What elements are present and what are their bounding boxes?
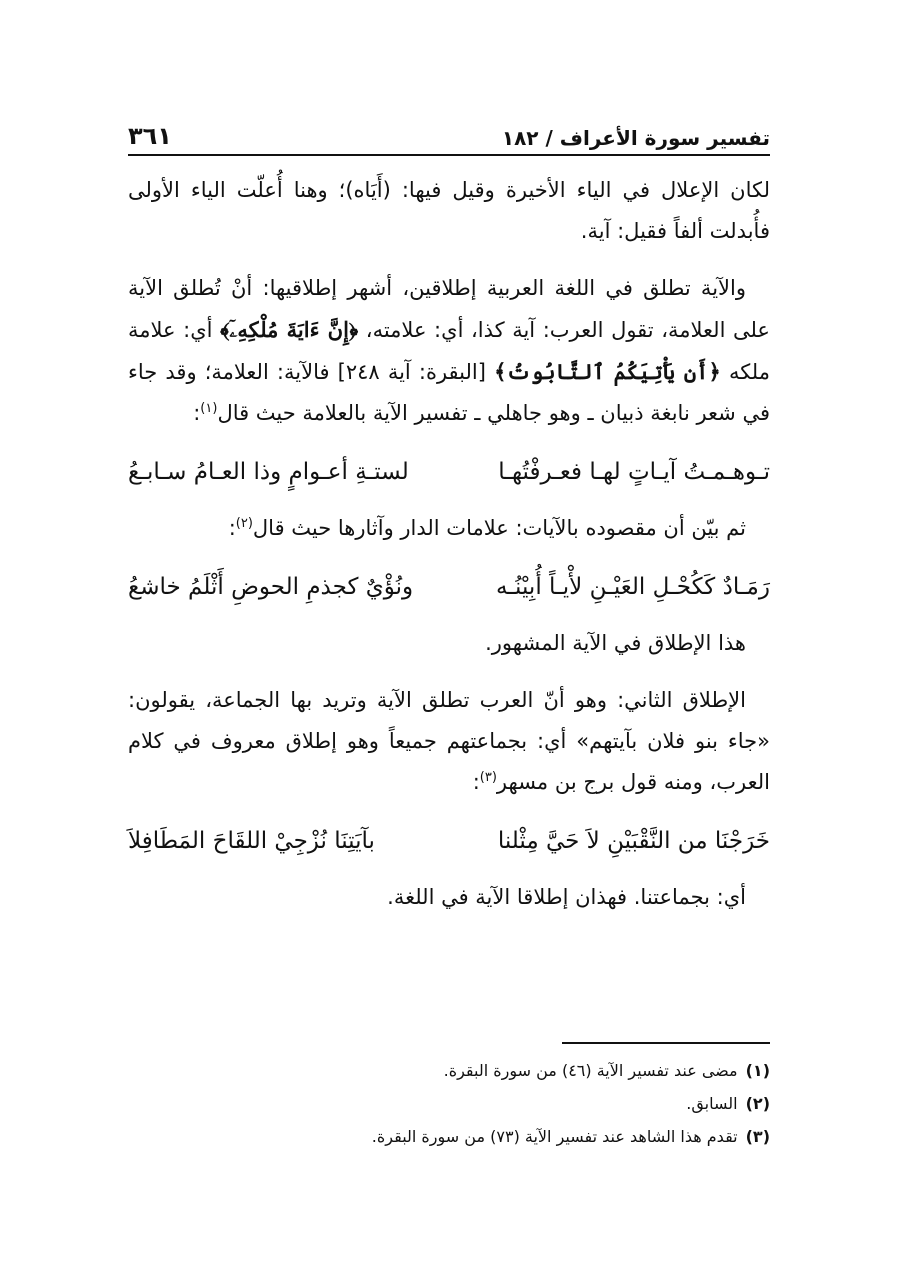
footnote-ref-3[interactable]: (٣) xyxy=(479,770,497,785)
footnote-3-number: (٣) xyxy=(745,1127,770,1146)
footnotes xyxy=(128,1042,770,1153)
verse-3-second-hemistich: بآيَتِنَا نُزْجِيْ اللقَاحَ المَطَافِلاَ xyxy=(128,828,375,854)
verse-1-first-hemistich: تـوهـمـتُ آيـاتٍ لهـا فعـرفْتُهـا xyxy=(498,459,770,485)
footnote-divider xyxy=(562,1042,770,1044)
poem-verse-2 xyxy=(128,565,770,609)
running-title: تفسير سورة الأعراف / ١٨٢ xyxy=(501,126,770,150)
main-text xyxy=(128,170,770,934)
paragraph-3 xyxy=(128,508,770,549)
paragraph-2-text-a: والآية تطلق في اللغة العربية إطلاقين، أشهر إطلاقيها: أنْ تُطلق الآية على العلامة، تقول العرب: آية كذا، أي: علامته، xyxy=(128,276,770,342)
paragraph-2-text-b: أي: علامة ملكه xyxy=(128,318,770,384)
paragraph-2-text-c: [البقرة: آية ٢٤٨] فالآية: العلامة؛ وقد جاء في شعر نابغة ذبيان ـ وهو جاهلي ـ تفسير الآية بالعلامة حيث قال xyxy=(128,360,770,425)
paragraph-2 xyxy=(128,268,770,434)
paragraph-2-end: : xyxy=(193,401,201,425)
poem-verse-3 xyxy=(128,819,770,863)
verse-2-second-hemistich: ونُؤْيٌ كجذمِ الحوضِ أَثْلَمُ خاشعُ xyxy=(128,574,414,600)
verse-2-first-hemistich: رَمَـادٌ كَكُحْـلِ العَيْـنِ لأْيـاً أُبِيْنُـه xyxy=(495,574,770,600)
paragraph-5-text: الإطلاق الثاني: وهو أنّ العرب تطلق الآية وتريد بها الجماعة، يقولون: «جاء بنو فلان بآيتهم» أي: بجماعتهم جميعاً وهو إطلاق معروف في كلام العرب، ومنه قول برج بن مسهر xyxy=(128,688,770,794)
footnote-1 xyxy=(128,1054,770,1087)
page-header xyxy=(128,112,770,156)
verse-1-second-hemistich: لستـةِ أعـوامٍ وذا العـامُ سـابـعُ xyxy=(128,459,409,485)
quran-quote-1: ﴿إِنَّ ءَايَةَ مُلْكِهِۦٓ﴾ xyxy=(220,317,359,342)
paragraph-1: لكان الإعلال في الياء الأخيرة وقيل فيها: (أَيَاه)؛ وهنا أُعلّت الياء الأولى فأُبدلت ألفاً فقيل: آية. xyxy=(128,178,770,243)
paragraph-3-end: : xyxy=(228,516,236,540)
footnote-ref-2[interactable]: (٢) xyxy=(235,516,253,531)
verse-3-first-hemistich: خَرَجْنَا من النَّقْبَيْنِ لاَ حَيَّ مِثْلنا xyxy=(497,828,770,854)
poem-verse-1 xyxy=(128,450,770,494)
paragraph-6: أي: بجماعتنا. فهذان إطلاقا الآية في اللغة. xyxy=(387,885,746,909)
quran-quote-2: ﴿أَن يَأْتِيَكُمُ ٱلتَّابُوتُ﴾ xyxy=(494,359,721,384)
paragraph-5-end: : xyxy=(472,770,480,794)
footnote-1-text: مضى عند تفسير الآية (٤٦) من سورة البقرة. xyxy=(443,1061,738,1080)
paragraph-5 xyxy=(128,680,770,803)
footnote-3-text: تقدم هذا الشاهد عند تفسير الآية (٧٣) من سورة البقرة. xyxy=(371,1127,738,1146)
footnote-2-number: (٢) xyxy=(745,1094,770,1113)
paragraph-3-text: ثم بيّن أن مقصوده بالآيات: علامات الدار وآثارها حيث قال xyxy=(252,516,746,540)
page-number: ٣٦١ xyxy=(128,122,172,150)
footnote-2-text: السابق. xyxy=(686,1094,738,1113)
footnote-ref-1[interactable]: (١) xyxy=(200,401,218,416)
footnote-3 xyxy=(128,1120,770,1153)
paragraph-4: هذا الإطلاق في الآية المشهور. xyxy=(485,631,746,655)
footnote-2 xyxy=(128,1087,770,1120)
footnote-1-number: (١) xyxy=(745,1061,770,1080)
